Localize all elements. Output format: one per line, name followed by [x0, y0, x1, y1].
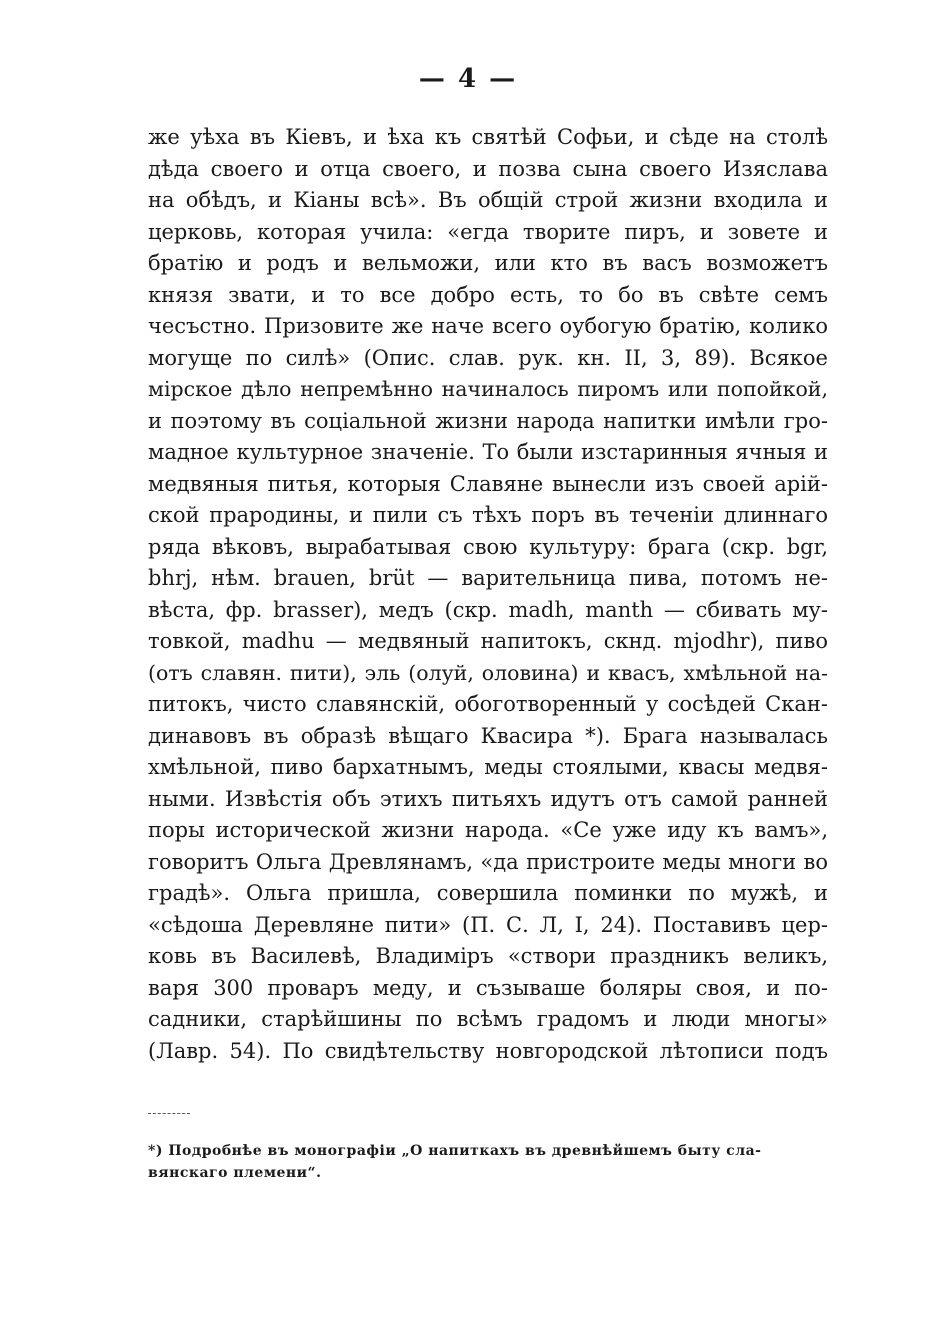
text-line: чесъстно. Призовите же наче всего оубогую братію, колико [148, 314, 828, 338]
text-line: вѣста, фр. brasser), медъ (скр. madh, manth — сбивать му- [148, 597, 828, 622]
text-line: могуще по силѣ» (Опис. слав. рук. кн. II, 3, 89). Всякое [148, 345, 828, 370]
text-line: поры исторической жизни народа. «Се уже иду къ вамъ», [148, 818, 828, 842]
text-line: князя звати, и то все добро есть, то бо въ свѣте семъ [148, 282, 828, 307]
text-line: ской прародины, и пили съ тѣхъ поръ въ теченіи длиннаго [148, 503, 828, 527]
text-line: говоритъ Ольга Древлянамъ, «да пристроите меды многи во [148, 849, 828, 874]
text-line: ковь въ Василевѣ, Владиміръ «створи праздникъ великъ, [148, 944, 828, 968]
text-line: на обѣдъ, и Кіаны всѣ». Въ общій строй жизни входила и [148, 188, 828, 212]
footnote-line: вянскаго племени“. [148, 1165, 322, 1181]
text-line: варя 300 проваръ меду, и съзываше боляры своя, и по- [148, 975, 828, 1000]
main-text-block [148, 122, 828, 1067]
text-line: церковь, которая учила: «егда творите пиръ, и зовете и [148, 219, 828, 244]
text-line: динавовъ въ образѣ вѣщаго Квасира *). Брага называлась [148, 723, 828, 748]
footnote-divider [148, 1113, 190, 1114]
text-line: медвяныя питья, которыя Славяне вынесли изъ своей арій- [148, 471, 828, 496]
footnote-line: *) Подробнѣе въ монографіи „О напиткахъ въ древнѣйшемъ быту сла- [148, 1143, 762, 1159]
text-line: градѣ». Ольга пришла, совершила поминки по мужѣ, и [148, 881, 828, 905]
text-line: (Лавр. 54). По свидѣтельству новгородской лѣтописи подъ [148, 1038, 828, 1063]
text-line: мірское дѣло непремѣнно начиналось пиромъ или попойкой, [148, 377, 828, 401]
text-line: и поэтому въ соціальной жизни народа напитки имѣли гро- [148, 408, 828, 433]
text-line: питокъ, чисто славянскій, обоготворенный у сосѣдей Скан- [148, 692, 828, 716]
text-line: товкой, madhu — медвяный напитокъ, скнд. mjodhr), пиво [148, 629, 828, 653]
text-line: «сѣдоша Деревляне пити» (П. С. Л, I, 24). Поставивъ цер- [148, 912, 828, 937]
text-line: дѣда своего и отца своего, и позва сына своего Изяслава [148, 156, 828, 181]
text-line: (отъ славян. пити), эль (олуй, оловина) и квасъ, хмѣльной на- [148, 660, 828, 685]
page-number: — 4 — [418, 64, 518, 94]
footnote-block [148, 1140, 828, 1184]
text-line: садники, старѣйшины по всѣмъ градомъ и люди многы» [148, 1007, 828, 1031]
text-line: bhrj, нѣм. brauen, brüt — варительница пива, потомъ не- [148, 566, 828, 590]
text-line: хмѣльной, пиво бархатнымъ, меды стоялыми, квасы медвя- [148, 755, 828, 779]
text-line: братію и родъ и вельможи, или кто въ васъ возможетъ [148, 251, 828, 275]
text-line: ными. Извѣстія объ этихъ питьяхъ идутъ отъ самой ранней [148, 786, 828, 811]
text-line: мадное культурное значеніе. То были изстаринныя ячныя и [148, 440, 828, 464]
text-line: ряда вѣковъ, вырабатывая свою культуру: брага (скр. bgr, [148, 534, 828, 559]
text-line: же уѣха въ Кіевъ, и ѣха къ святѣй Софьи, и сѣде на столѣ [148, 125, 828, 149]
